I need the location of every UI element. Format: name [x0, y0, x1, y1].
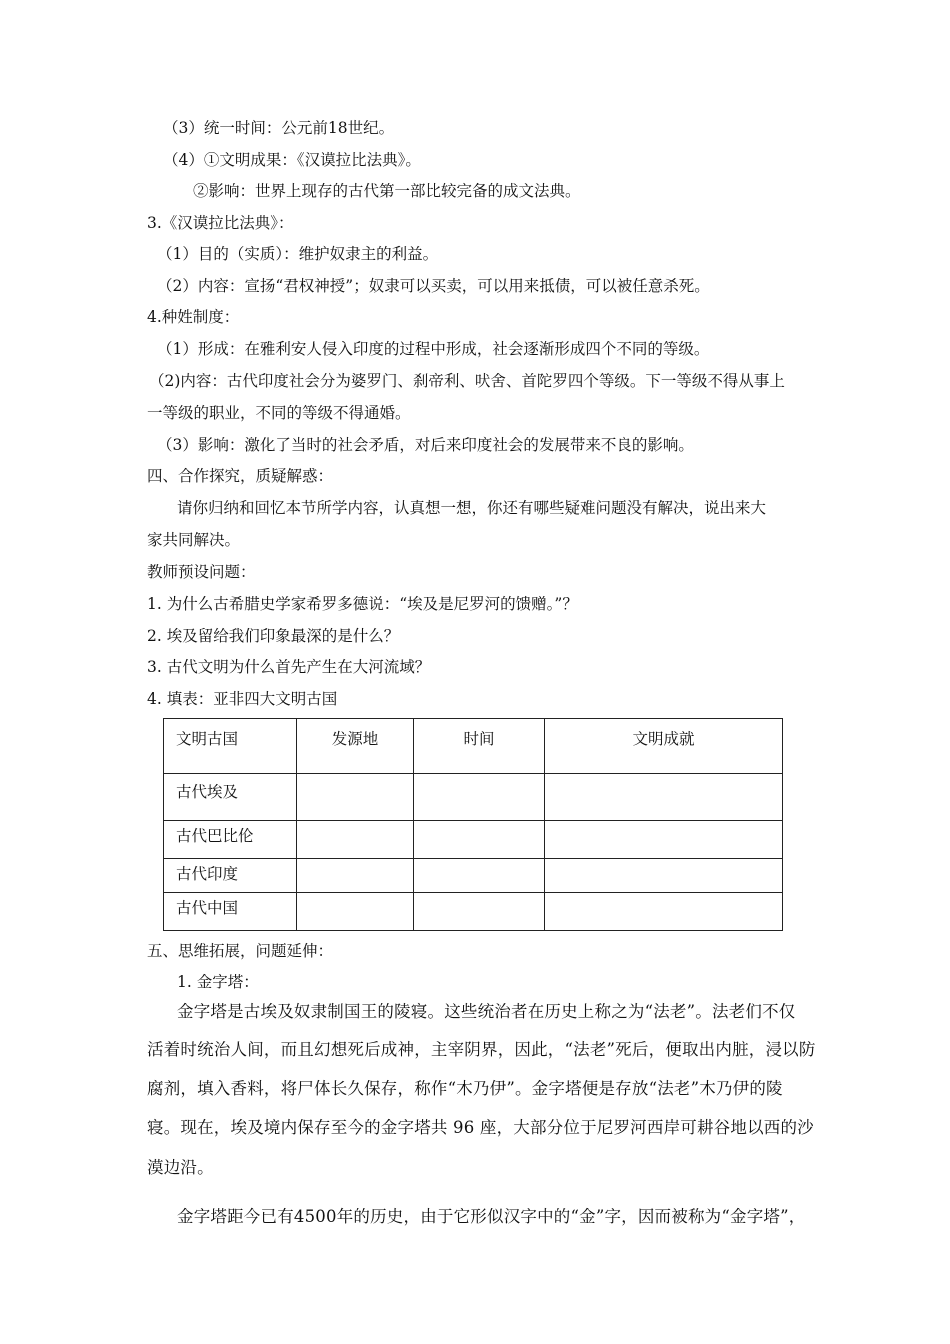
table-cell: [297, 774, 414, 821]
question-item: 1. 为什么古希腊史学家希罗多德说：“埃及是尼罗河的馈赠。”？: [147, 595, 578, 613]
table-header-row: [164, 719, 783, 774]
table-cell: [414, 893, 545, 931]
text-line: （1）形成：在雅利安人侵入印度的过程中形成，社会逐渐形成四个不同的等级。: [157, 340, 710, 358]
text-line: （2）内容：宣扬“君权神授”；奴隶可以买卖，可以用来抵债，可以被任意杀死。: [157, 277, 710, 295]
sub-heading: 1. 金字塔：: [177, 973, 259, 991]
table-row: [164, 893, 783, 931]
table-cell: 古代中国: [164, 893, 297, 931]
text-line: 请你归纳和回忆本节所学内容，认真想一想，你还有哪些疑难问题没有解决，说出来大: [177, 499, 767, 517]
table-cell: 古代埃及: [164, 774, 297, 821]
question-item: 2. 埃及留给我们印象最深的是什么？: [147, 627, 400, 645]
paragraph-line: 腐剂，填入香料，将尸体长久保存，称作“木乃伊”。金字塔便是存放“法老”木乃伊的陵: [147, 1079, 783, 1098]
table-row: [164, 859, 783, 893]
paragraph-line: 寝。现在，埃及境内保存至今的金字塔共 96 座，大部分位于尼罗河西岸可耕谷地以西的沙: [147, 1118, 814, 1137]
table-cell: [414, 859, 545, 893]
section-heading: 五、思维拓展，问题延伸：: [147, 942, 334, 960]
text-line: （3）统一时间：公元前18世纪。: [163, 119, 395, 137]
table-cell: [414, 774, 545, 821]
text-line: （2)内容：古代印度社会分为婆罗门、刹帝利、吠舍、首陀罗四个等级。下一等级不得从事上: [149, 372, 785, 390]
section-heading: 4.种姓制度：: [147, 308, 240, 326]
section-heading: 3.《汉谟拉比法典》：: [147, 214, 294, 232]
text-line: （1）目的（实质）：维护奴隶主的利益。: [157, 245, 439, 263]
table-cell: [545, 821, 783, 859]
table-header: 发源地: [297, 719, 414, 774]
paragraph-line: 金字塔是古埃及奴隶制国王的陵寝。这些统治者在历史上称之为“法老”。法老们不仅: [177, 1002, 796, 1021]
text-line: 一等级的职业，不同的等级不得通婚。: [147, 404, 411, 422]
table-header: 时间: [414, 719, 545, 774]
table-cell: [545, 893, 783, 931]
table-header: 文明成就: [545, 719, 783, 774]
paragraph-line: 漠边沿。: [147, 1158, 214, 1177]
table-header: 文明古国: [164, 719, 297, 774]
table-cell: [297, 859, 414, 893]
question-item: 3. 古代文明为什么首先产生在大河流域？: [147, 658, 431, 676]
table-cell: [297, 821, 414, 859]
table-cell: [545, 859, 783, 893]
text-line: 家共同解决。: [147, 531, 241, 549]
table-cell: [297, 893, 414, 931]
text-line: （3）影响：激化了当时的社会矛盾，对后来印度社会的发展带来不良的影响。: [157, 436, 694, 454]
paragraph-line: 金字塔距今已有4500年的历史，由于它形似汉字中的“金”字，因而被称为“金字塔”，: [177, 1207, 806, 1226]
text-line: （4）①文明成果：《汉谟拉比法典》。: [163, 151, 421, 169]
table-row: [164, 774, 783, 821]
section-heading: 四、合作探究，质疑解惑：: [147, 467, 334, 485]
paragraph-line: 活着时统治人间，而且幻想死后成神，主宰阴界，因此，“法老”死后，便取出内脏，浸以防: [147, 1040, 816, 1059]
table-cell: 古代巴比伦: [164, 821, 297, 859]
text-line: 教师预设问题：: [147, 563, 256, 581]
table-cell: [414, 821, 545, 859]
question-item: 4. 填表：亚非四大文明古国: [147, 690, 338, 708]
text-line: ②影响：世界上现存的古代第一部比较完备的成文法典。: [193, 182, 581, 200]
table-cell: 古代印度: [164, 859, 297, 893]
table-row: [164, 821, 783, 859]
civilization-table: [163, 718, 783, 931]
table-cell: [545, 774, 783, 821]
